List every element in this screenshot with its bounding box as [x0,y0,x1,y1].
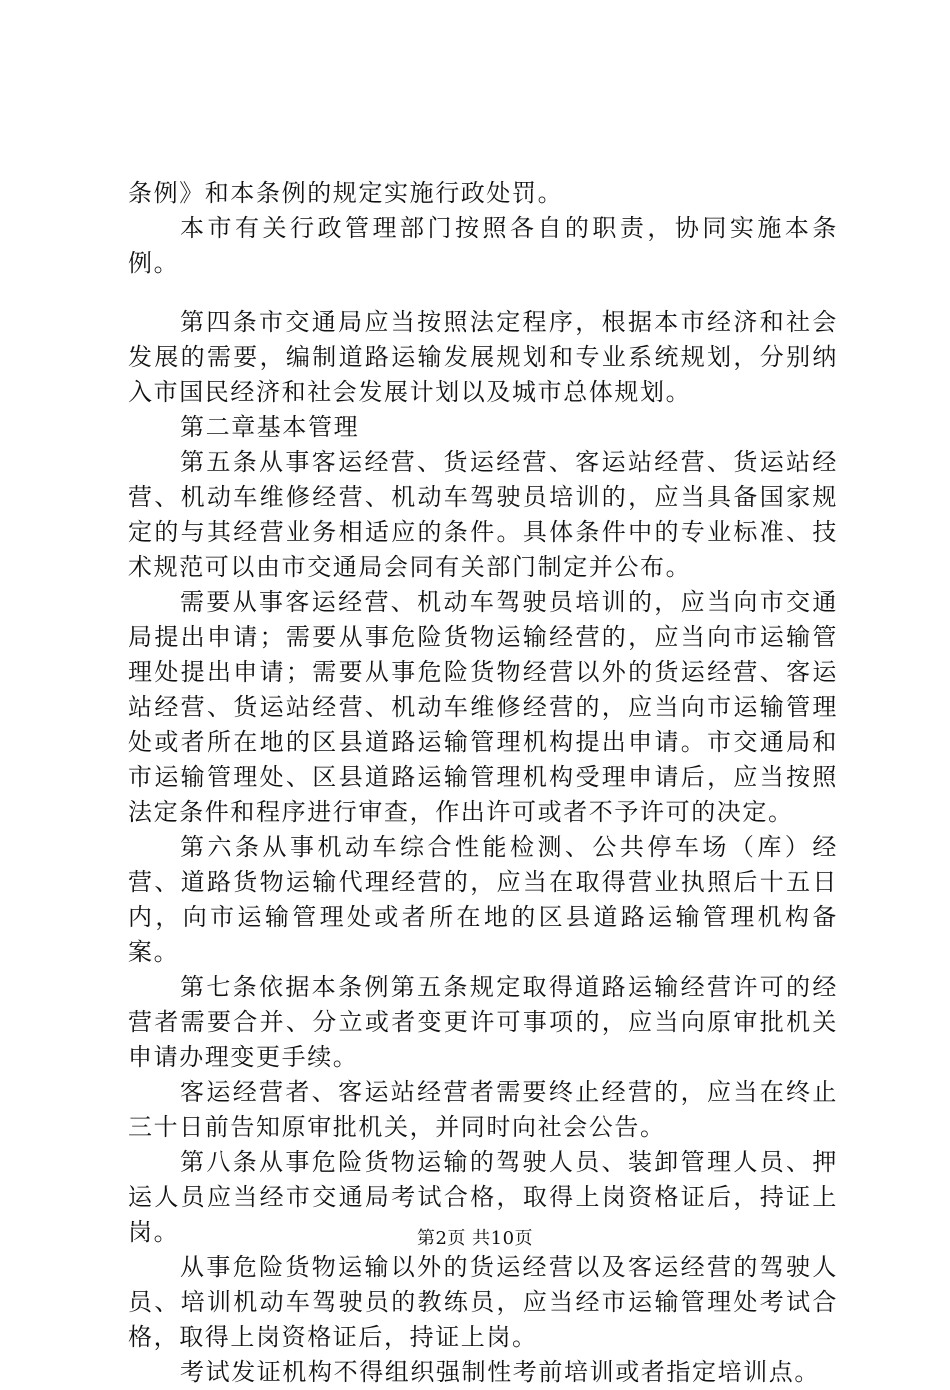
paragraph-continuation: 条例》和本条例的规定实施行政处罚。 [128,179,564,207]
paragraph: 客运经营者、客运站经营者需要终止经营的，应当在终止三十日前告知原审批机关，并同时向社会公告。 [128,1078,838,1141]
paragraph: 从事危险货物运输以外的货运经营以及客运经营的驾驶人员、培训机动车驾驶员的教练员，应当经市运输管理处考试合格，取得上岗资格证后，持证上岗。 [128,1253,838,1351]
chapter-heading: 第二章基本管理 [180,413,360,441]
article-6: 第六条从事机动车综合性能检测、公共停车场（库）经营、道路货物运输代理经营的，应当在取得营业执照后十五日内，向市运输管理处或者所在地的区县道路运输管理机构备案。 [128,833,838,966]
article-8: 第八条从事危险货物运输的驾驶人员、装卸管理人员、押运人员应当经市交通局考试合格，取得上岗资格证后，持证上岗。 [128,1148,838,1246]
article-7: 第七条依据本条例第五条规定取得道路运输经营许可的经营者需要合并、分立或者变更许可事项的，应当向原审批机关申请办理变更手续。 [128,973,838,1071]
paragraph-gap [128,281,838,305]
article-5: 第五条从事客运经营、货运经营、客运站经营、货运站经营、机动车维修经营、机动车驾驶员培训的，应当具备国家规定的与其经营业务相适应的条件。具体条件中的专业标准、技术规范可以由市交通局会同有关部门制定并公布。 [128,448,838,581]
paragraph: 需要从事客运经营、机动车驾驶员培训的，应当向市交通局提出申请；需要从事危险货物运输经营的，应当向市运输管理处提出申请；需要从事危险货物经营以外的货运经营、客运站经营、货运站经营、机动车维修经营的，应当向市运输管理处或者所在地的区县道路运输管理机构提出申请。市交通局和市运输管理处、区县道路运输管理机构受理申请后，应当按照法定条件和程序进行审查，作出许可或者不予许可的决定。 [128,588,838,826]
article-4: 第四条市交通局应当按照法定程序，根据本市经济和社会发展的需要，编制道路运输发展规划和专业系统规划，分别纳入市国民经济和社会发展计划以及城市总体规划。 [128,308,838,406]
page-number-footer: 第2页 共10页 [416,1228,534,1249]
document-body [128,176,838,1390]
paragraph: 本市有关行政管理部门按照各自的职责，协同实施本条例。 [128,214,838,277]
paragraph: 考试发证机构不得组织强制性考前培训或者指定培训点。 [180,1358,820,1386]
